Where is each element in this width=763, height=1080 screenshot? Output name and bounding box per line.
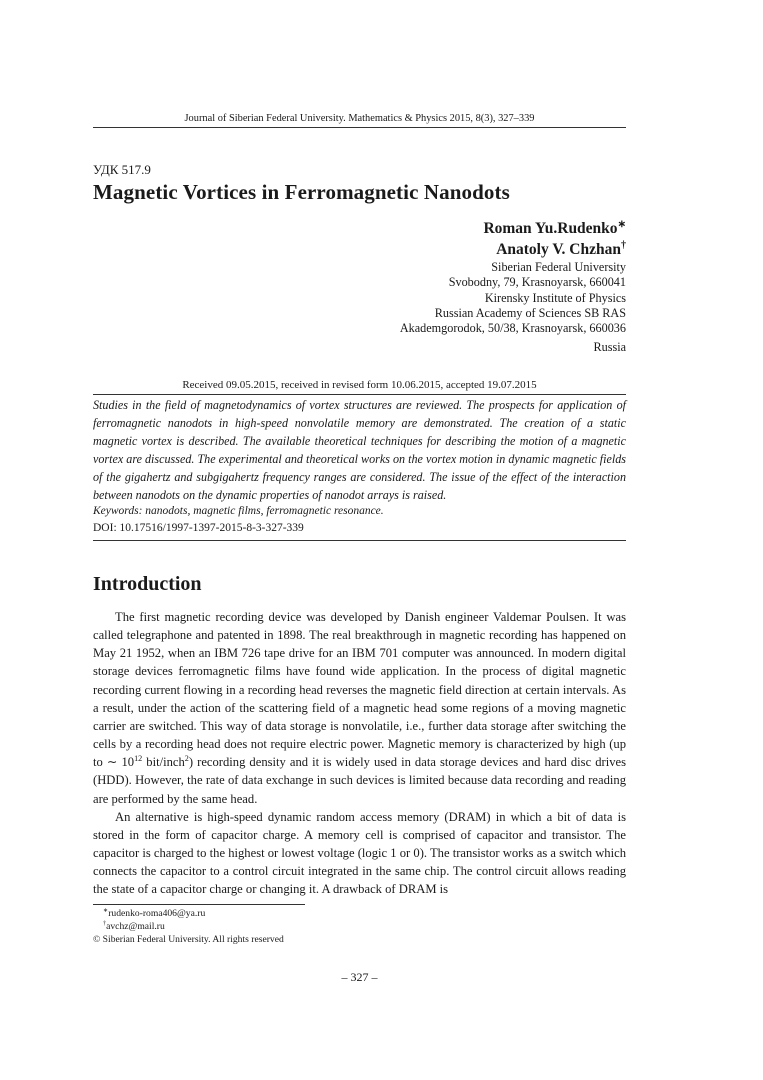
author-1	[400, 218, 626, 239]
copyright: © Siberian Federal University. All rights reserved	[93, 934, 284, 945]
body-text	[93, 608, 626, 899]
journal-header: Journal of Siberian Federal University. Mathematics & Physics 2015, 8(3), 327–339	[184, 113, 535, 124]
footnote	[93, 907, 284, 920]
footnote-mark: †	[103, 919, 107, 927]
section-heading	[93, 573, 202, 596]
doi: DOI: 10.17516/1997-1397-2015-8-3-327-339	[93, 522, 304, 534]
affiliation-line: Kirensky Institute of Physics	[484, 290, 626, 305]
text-run: The first magnetic recording device was developed by Danish engineer Valdemar Poulsen. It was called telegraphone and patented in 1898. The real breakthrough in magnetic recording has happened on May 21 1952, when an IBM 726 tape drive for an IBM 701 computer was announced. In modern digital storage devices ferromagnetic films have found wide application. In the process of digital magnetic recording current flowing in a recording head reverses the magnetic field direction at certain intervals. As a result, under the action of the scattering field of a magnetic head some regions of a moving magnetic carrier are switched. This way of data storage is nonvolatile, i.e., further data storage after switching the cells by a recording head does not require electric power. Magnetic memory is characterized by high (up to ∼ 10	[93, 610, 626, 770]
footnote-rule	[93, 904, 305, 905]
exponent: 12	[134, 754, 143, 764]
received-dates: Received 09.05.2015, received in revised form 10.06.2015, accepted 19.07.2015	[182, 379, 537, 391]
footnote-email: rudenko-roma406@ya.ru	[108, 908, 206, 919]
exponent: 2	[184, 754, 189, 764]
paragraph: An alternative is high-speed dynamic random access memory (DRAM) in which a bit of data is stored in the form of capacitor charge. A memory cell is comprised of capacitor and transistor. The capacitor is charged to the highest or lowest voltage (logic 1 or 0). The transistor works as a switch which connects the capacitor to a control circuit integrated in the same chip. The control circuit allows reading the state of a capacitor charge or changing it. A drawback of DRAM is	[93, 809, 626, 897]
udk-code: УДК 517.9	[93, 162, 151, 177]
abstract-bottom-rule	[93, 540, 626, 541]
keywords: Keywords: nanodots, magnetic films, ferromagnetic resonance.	[93, 505, 384, 517]
footnotes	[93, 907, 284, 946]
paragraph	[93, 608, 626, 808]
affiliation-line: Siberian Federal University	[491, 260, 626, 274]
paper-title: Magnetic Vortices in Ferromagnetic Nanodots	[93, 180, 510, 204]
affiliation-line: Svobodny, 79, Krasnoyarsk, 660041	[448, 275, 626, 290]
section-title: Introduction	[93, 573, 202, 595]
page-number: – 327 –	[341, 970, 378, 984]
author-name: Roman Yu.Rudenko	[483, 220, 618, 237]
footnote-mark: †	[620, 239, 626, 251]
text-run: ) recording density and it is widely used in data storage devices and hard disc drives (HDD). However, the rate of data exchange in such devices is limited because data recording and reading are performed by the same head.	[93, 755, 626, 806]
affiliation-line: Russian Academy of Sciences SB RAS	[434, 305, 626, 320]
author-name: Anatoly V. Chzhan	[496, 241, 621, 258]
author-2	[400, 239, 626, 260]
footnote-email: avchz@mail.ru	[106, 921, 165, 932]
abstract-top-rule	[93, 394, 626, 395]
header-rule	[93, 127, 626, 128]
author-block	[400, 218, 626, 336]
footnote-mark: ∗	[617, 218, 626, 230]
text-run: bit/inch	[142, 755, 185, 770]
footnote-mark: ∗	[103, 906, 109, 914]
footnote	[93, 920, 284, 933]
country: Russia	[593, 340, 626, 354]
abstract: Studies in the field of magnetodynamics of vortex structures are reviewed. The prospects for application of ferromagnetic nanodots in high-speed nonvolatile memory are demonstrated. The creation of a static magnetic vortex is described. The available theoretical techniques for describing the motion of a magnetic vortex are discussed. The experimental and theoretical works on the vortex motion in dynamic magnetic fields of the gigahertz and subgigahertz frequency ranges are considered. The issue of the effect of the interaction between nanodots on the dynamic properties of nanodot arrays is raised.	[93, 398, 626, 503]
affiliation-line: Akademgorodok, 50/38, Krasnoyarsk, 660036	[399, 321, 626, 336]
